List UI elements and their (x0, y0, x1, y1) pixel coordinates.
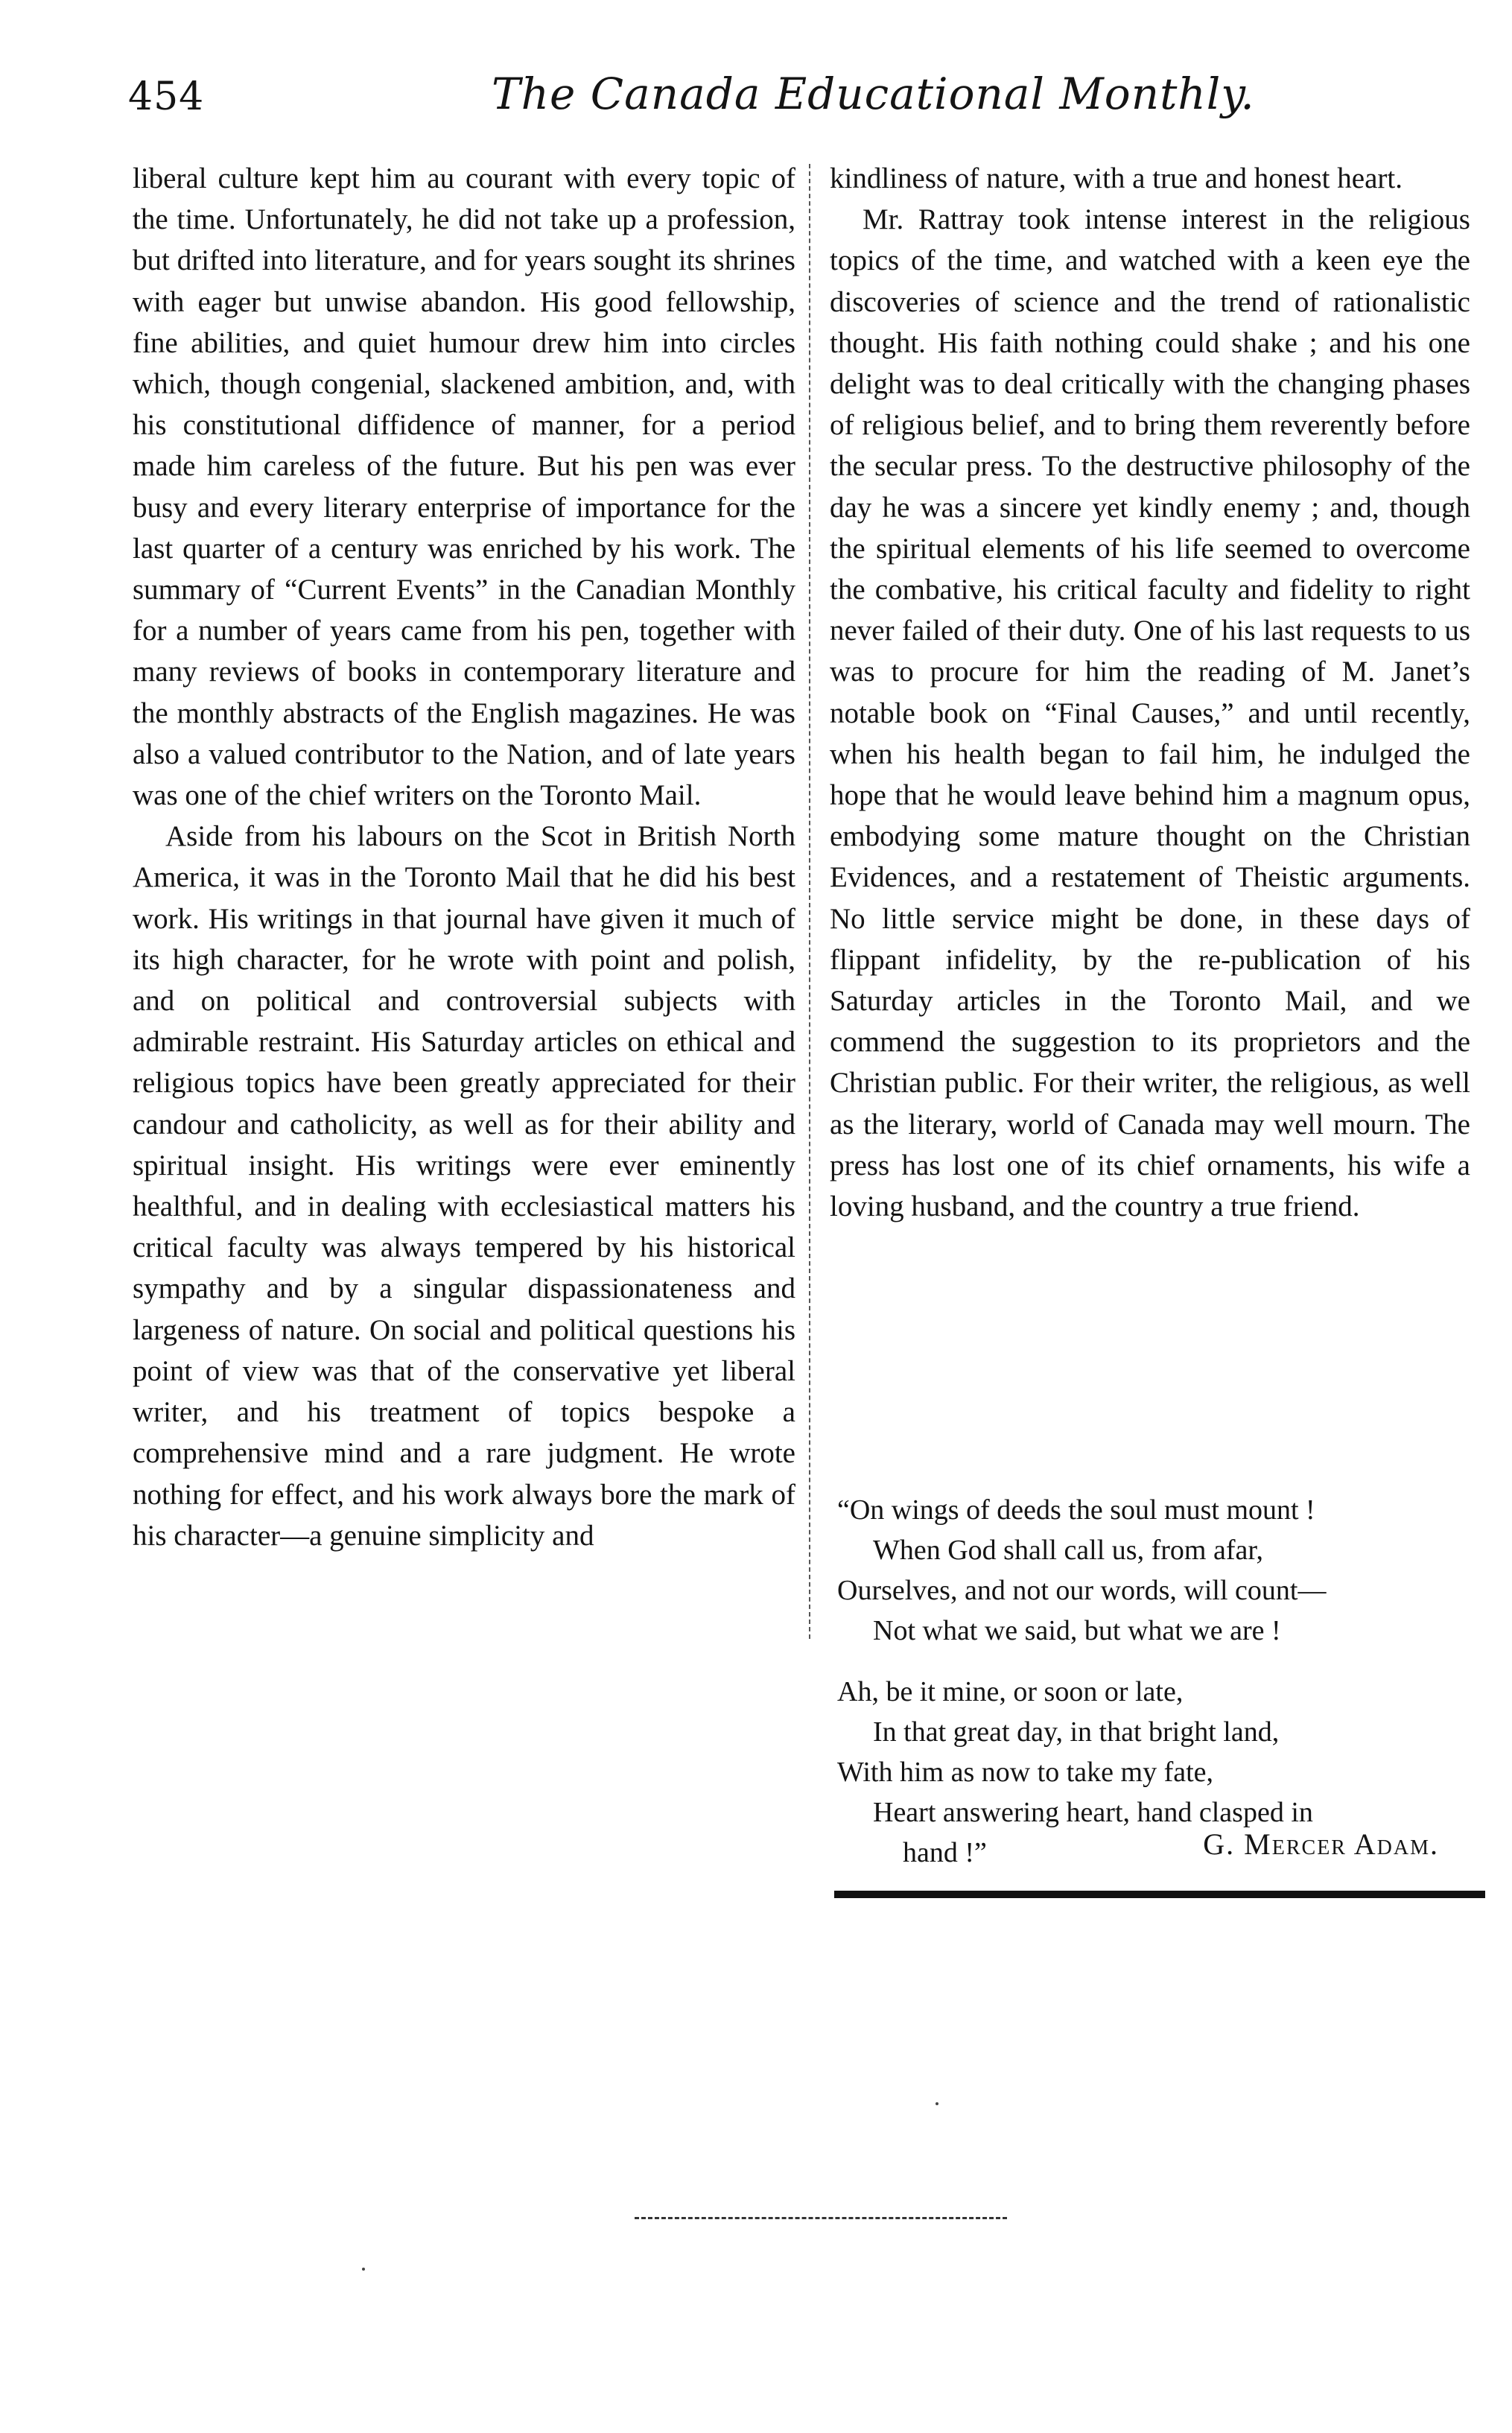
author-signature: G. Mercer Adam. (1203, 1827, 1439, 1861)
poem-line: In that great day, in that bright land, (873, 1716, 1280, 1748)
right-column (830, 158, 1470, 1227)
poem-line: With him as now to take my fate, (837, 1757, 1214, 1788)
left-column (133, 158, 795, 1556)
left-paragraph-1: liberal culture kept him au courant with every topic of the time. Unfortunately, he did not take up a profession, but drifted into literature, and for years sought its shrines with eager but unwise abandon. His good fellowship, fine abilities, and quiet humour drew him into circles which, though congenial, slackened ambition, and, with his constitutional diffidence of manner, for a period made him careless of the future. But his pen was ever busy and every literary enterprise of importance for the last quarter of a century was enriched by his work. The summary of “Current Events” in the Canadian Monthly for a number of years came from his pen, together with many reviews of books in contemporary literature and the monthly abstracts of the English magazines. He was also a valued contributor to the Nation, and of late years was one of the chief writers on the Toronto Mail. (133, 162, 795, 812)
right-paragraph-1: kindliness of nature, with a true and honest heart. (830, 162, 1403, 194)
print-speck (362, 2268, 365, 2271)
poem-line: Ourselves, and not our words, will count— (837, 1575, 1327, 1606)
page-number: 454 (128, 74, 205, 119)
column-divider (809, 164, 810, 1639)
print-speck (936, 2102, 938, 2105)
poem-line: “On wings of deeds the soul must mount ! (837, 1494, 1315, 1526)
poem-line: Heart answering heart, hand clasped in (873, 1797, 1313, 1828)
poem-line: Not what we said, but what we are ! (873, 1615, 1281, 1646)
end-rule (834, 1891, 1485, 1898)
right-paragraph-2: Mr. Rattray took intense interest in the religious topics of the time, and watched with a keen eye the discoveries of science and the trend of rationalistic thought. His faith nothing could shake ; and his one delight was to deal critically with the changing phases of religious belief, and to bring them reverently before the secular press. To the destructive philosophy of the day he was a sincere yet kindly enemy ; and, though the spiritual elements of his life seemed to overcome the combative, his critical faculty and fidelity to right never failed of their duty. One of his last requests to us was to procure for him the reading of M. Janet’s notable book on “Final Causes,” and until recently, when his health began to fail him, he indulged the hope that he would leave behind him a magnum opus, embodying some mature thought on the Christian Evidences, and a restatement of Theistic arguments. No little service might be done, in these days of flippant infidelity, by the re-publication of his Saturday articles in the Toronto Mail, and we commend the suggestion to its proprietors and the Christian public. For their writer, the religious, as well as the literary, world of Canada may well mourn. The press has lost one of its chief ornaments, his wife a loving husband, and the country a true friend. (830, 203, 1470, 1223)
poem-line: hand !” (903, 1837, 987, 1868)
poem-stanza-1 (837, 1490, 1478, 1651)
running-title: The Canada Educational Monthly. (492, 69, 1255, 119)
left-paragraph-2: Aside from his labours on the Scot in British North America, it was in the Toronto Mail that he did his best work. His writings in that journal have given it much of its high character, for he wrote with point and polish, and on political and controversial subjects with admirable restraint. His Saturday articles on ethical and religious topics have been greatly appreciated for their candour and catholicity, as well as for their ability and spiritual insight. His writings were ever eminently healthful, and in dealing with ecclesiastical matters his critical faculty was always tempered by his historical sympathy and by a singular dispassionateness and largeness of nature. On social and political questions his point of view was that of the conservative yet liberal writer, and his treatment of topics bespoke a comprehensive mind and a rare judgment. He wrote nothing for effect, and his work always bore the mark of his character—a genuine simplicity and (133, 820, 795, 1552)
poem-line: When God shall call us, from afar, (873, 1535, 1263, 1566)
poem-line: Ah, be it mine, or soon or late, (837, 1676, 1184, 1707)
footer-rule (635, 2217, 1007, 2219)
